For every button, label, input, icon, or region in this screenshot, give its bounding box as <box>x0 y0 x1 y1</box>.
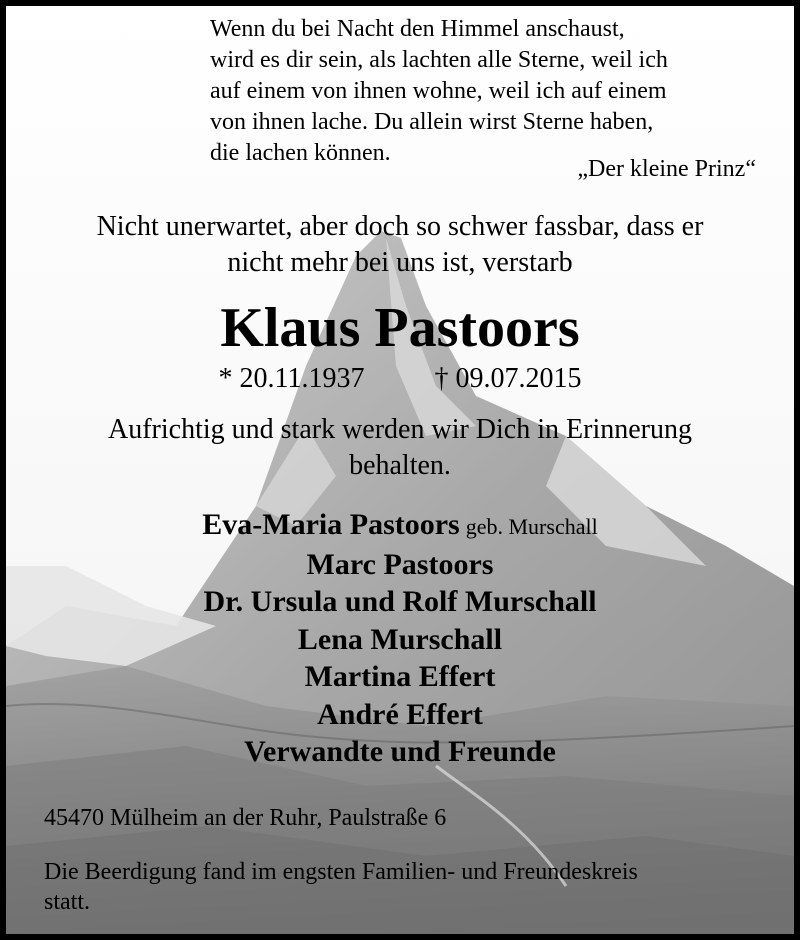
quote-line: von ihnen lache. Du allein wirst Sterne haben, <box>210 109 654 135</box>
birth-date: * 20.11.1937 <box>218 363 365 394</box>
mourner-name: Lena Murschall <box>297 622 503 656</box>
funeral-line: Die Beerdigung fand im engsten Familien- und Freundeskreis <box>44 859 638 885</box>
quote-source: „Der kleine Prinz“ <box>577 156 756 182</box>
remembrance-line: Aufrichtig und stark werden wir Dich in Erinnerung <box>108 414 692 445</box>
death-date: † 09.07.2015 <box>434 363 582 394</box>
deceased-name: Klaus Pastoors <box>220 297 580 359</box>
mourner-name: Martina Effert <box>304 660 496 693</box>
quote-line: auf einem von ihnen wohne, weil ich auf einem <box>210 78 667 104</box>
funeral-line: statt. <box>44 889 90 915</box>
mourner-name: Marc Pastoors <box>306 547 494 581</box>
quote-block <box>210 14 770 169</box>
maiden-name-note: geb. Murschall <box>465 514 598 539</box>
remembrance-text <box>6 412 794 484</box>
intro-line: Nicht unerwartet, aber doch so schwer fassbar, dass er <box>96 211 704 242</box>
intro-line: nicht mehr bei uns ist, verstarb <box>227 247 573 278</box>
mourner-name-primary: Eva-Maria Pastoors <box>202 508 460 541</box>
address: 45470 Mülheim an der Ruhr, Paulstraße 6 <box>44 805 447 831</box>
mourner-name <box>6 506 794 546</box>
funeral-note <box>44 857 764 917</box>
mourners-list <box>6 506 794 771</box>
mourner-name: Verwandte und Freunde <box>244 735 556 768</box>
quote-line: Wenn du bei Nacht den Himmel anschaust, <box>210 16 625 42</box>
quote-line: wird es dir sein, als lachten alle Sterne, weil ich <box>210 47 668 73</box>
life-dates <box>6 362 794 396</box>
intro-text <box>6 209 794 281</box>
remembrance-line: behalten. <box>349 450 451 481</box>
mourner-name: Dr. Ursula und Rolf Murschall <box>203 585 597 618</box>
mourner-name: André Effert <box>317 697 483 731</box>
quote-line: die lachen können. <box>210 140 391 166</box>
